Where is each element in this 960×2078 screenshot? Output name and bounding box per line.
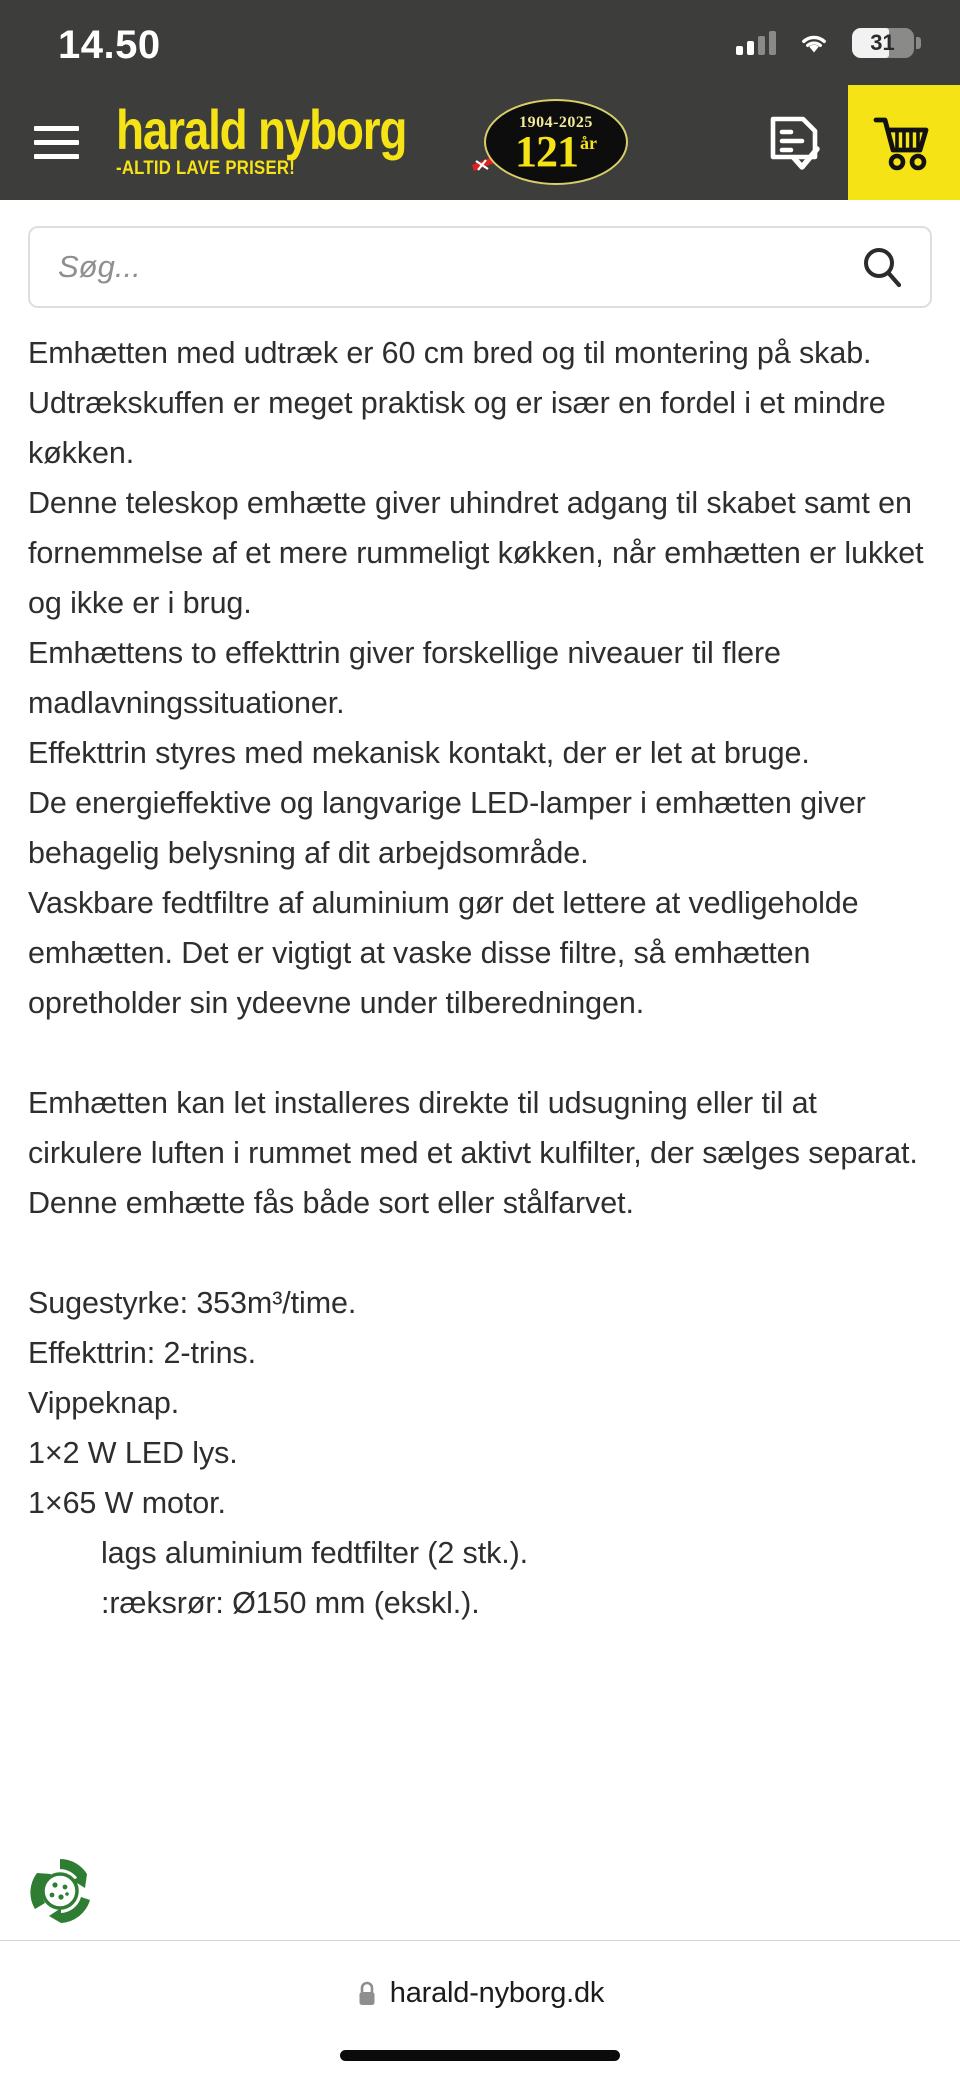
brand-tagline: -ALTID LAVE PRISER! [116,158,296,180]
description-line: Emhættens to effekttrin giver forskellige niveauer til flere madlavningssituationer. [28,636,781,720]
search-magnifier-icon[interactable] [860,245,904,289]
spec-line: Effekttrin: 2-trins. [28,1336,256,1370]
cellular-signal-icon [736,31,776,55]
paragraph-spacer [28,1228,932,1278]
wifi-icon [798,31,830,55]
description-line: Denne emhætte fås både sort eller stålfarvet. [28,1186,634,1220]
home-indicator[interactable] [340,2050,620,2061]
search-input[interactable] [58,249,860,285]
anniversary-suffix: år [580,133,597,154]
battery-icon [852,28,914,58]
url-bar[interactable] [356,1977,604,2010]
secure-lock-icon [356,1980,378,2008]
checklist-document-icon [768,112,820,174]
site-header [0,85,960,200]
anniversary-count [515,127,597,177]
status-time: 14.50 [58,22,161,67]
description-line: Udtrækskuffen er meget praktisk og er især en fordel i et mindre køkken. [28,386,886,470]
url-text: harald-nyborg.dk [389,1977,605,2009]
brand-name: harald nyborg [116,97,407,161]
browser-bottom-bar [0,1940,960,2078]
cart-button[interactable] [848,85,960,200]
description-line: Emhætten kan let installeres direkte til udsugning eller til at cirkulere luften i rummet med et aktivt kulfilter, der sælges separat. [28,1086,918,1170]
anniversary-number: 121 [515,127,578,177]
search-section [0,200,960,328]
description-line: De energieffektive og langvarige LED-lamper i emhætten giver behagelig belysning af dit arbejdsområde. [28,786,866,870]
anniversary-years: 1904-2025 [519,114,593,132]
description-line: Denne teleskop emhætte giver uhindret adgang til skabet samt en fornemmelse af et mere rummeligt køkken, når emhætten er lukket og ikke er i brug. [28,486,924,620]
description-line: Effekttrin styres med mekanisk kontakt, der er let at bruge. [28,736,810,770]
spec-line: Vippeknap. [28,1386,180,1420]
status-bar [0,0,960,85]
brand-mark [116,97,470,182]
status-indicators [736,28,914,58]
battery-level: 31 [870,29,895,55]
shopping-cart-icon [873,114,935,172]
description-line: Emhætten med udtræk er 60 cm bred og til montering på skab. [28,336,872,370]
anniversary-oval [484,99,628,185]
spec-line: 1×65 W motor. [28,1486,226,1520]
paragraph-spacer [28,1028,932,1078]
spec-line: 1×2 W LED lys. [28,1436,238,1470]
description-line: Vaskbare fedtfiltre af aluminium gør det lettere at vedligeholde emhætten. Det er vigtigt at vaske disse filtre, så emhætten opretholder sin ydeevne under tilberedningen. [28,886,859,1020]
search-box[interactable] [28,226,932,308]
anniversary-badge [484,99,628,185]
product-description [0,328,960,1628]
brand-logo[interactable] [112,85,740,200]
spec-line: Sugestyrke: 353m³/time. [28,1286,357,1320]
hamburger-menu-icon[interactable] [0,85,112,200]
recycling-cookie-consent-icon[interactable] [14,1845,106,1937]
spec-line: :ræksrør: Ø150 mm (ekskl.). [101,1586,480,1620]
spec-line: lags aluminium fedtfilter (2 stk.). [101,1536,529,1570]
checklist-button[interactable] [740,85,848,200]
